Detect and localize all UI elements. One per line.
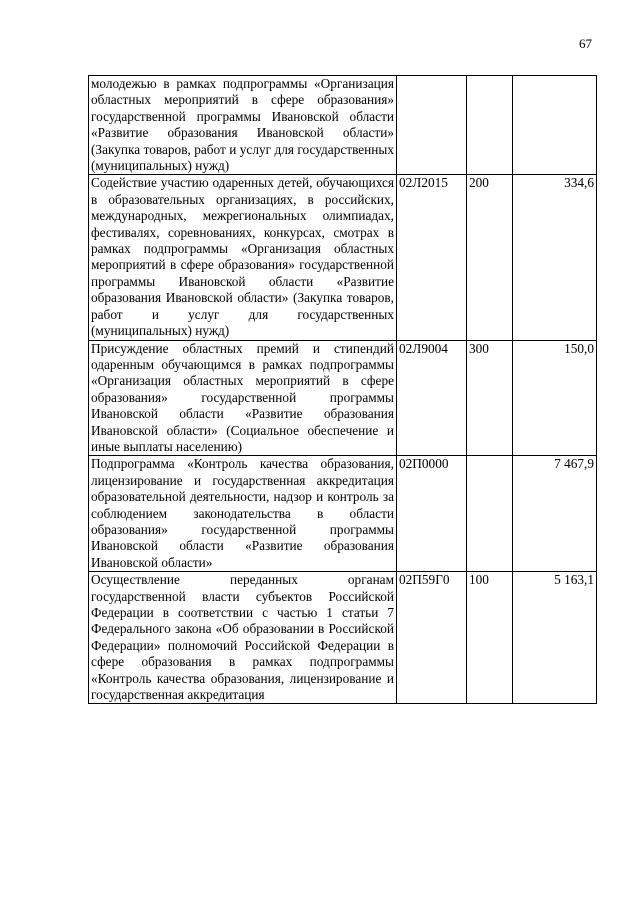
row-amount-cell <box>513 76 597 175</box>
row-code-cell: 02Л2015 <box>397 175 467 340</box>
row-amount-cell: 150,0 <box>513 340 597 456</box>
budget-table <box>88 75 597 704</box>
table-row <box>89 572 597 704</box>
row-amount-cell: 5 163,1 <box>513 572 597 704</box>
row-amount-cell: 334,6 <box>513 175 597 340</box>
table-row <box>89 175 597 340</box>
row-type-cell: 100 <box>467 572 513 704</box>
row-code-cell: 02П59Г0 <box>397 572 467 704</box>
table-row <box>89 456 597 572</box>
row-code-cell: 02Л9004 <box>397 340 467 456</box>
row-name-cell: Присуждение областных премий и стипендий одаренным обучающимся в рамках подпрограммы «Организация областных мероприятий в сфере образования» государственной программы Ивановской области «Развитие образования Ивановской области» (Социальное обеспечение и иные выплаты населению) <box>89 340 397 456</box>
row-code-cell <box>397 76 467 175</box>
row-type-cell <box>467 456 513 572</box>
row-name-cell: Осуществление переданных органам государственной власти субъектов Российской Федерации в соответствии с частью 1 статьи 7 Федерального закона «Об образовании в Российской Федерации» полномочий Российской Федерации в сфере образования в рамках подпрограммы «Контроль качества образования, лицензирование и государственная аккредитация <box>89 572 397 704</box>
row-code-cell: 02П0000 <box>397 456 467 572</box>
page-number: 67 <box>579 36 592 51</box>
row-name-cell: молодежью в рамках подпрограммы «Организация областных мероприятий в сфере образования» государственной программы Ивановской области «Развитие образования Ивановской области» (Закупка товаров, работ и услуг для государственных (муниципальных) нужд) <box>89 76 397 175</box>
table-row <box>89 76 597 175</box>
row-name-cell: Подпрограмма «Контроль качества образования, лицензирование и государственная аккредитация образовательной деятельности, надзор и контроль за соблюдением законодательства в области образования» государственной программы Ивановской области «Развитие образования Ивановской области» <box>89 456 397 572</box>
row-name-cell: Содействие участию одаренных детей, обучающихся в образовательных организациях, в российских, международных, межрегиональных олимпиадах, фестивалях, соревнованиях, конкурсах, смотрах в рамках подпрограммы «Организация областных мероприятий в сфере образования» государственной программы Ивановской области «Развитие образования Ивановской области» (Закупка товаров, работ и услуг для государственных (муниципальных) нужд) <box>89 175 397 340</box>
row-amount-cell: 7 467,9 <box>513 456 597 572</box>
table-row <box>89 340 597 456</box>
row-type-cell: 300 <box>467 340 513 456</box>
row-type-cell <box>467 76 513 175</box>
row-type-cell: 200 <box>467 175 513 340</box>
